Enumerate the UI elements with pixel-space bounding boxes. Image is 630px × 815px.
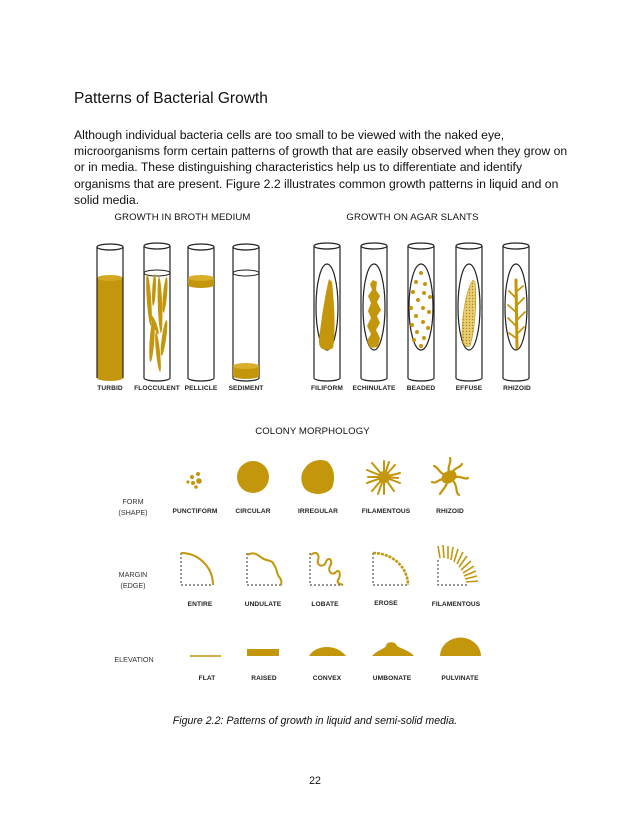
row-label-form	[110, 496, 156, 518]
page-number: 22	[309, 775, 321, 787]
broth-section-title: GROWTH IN BROTH MEDIUM	[114, 212, 251, 223]
irregular-icon	[301, 460, 334, 494]
row-label-elevation-line1: ELEVATION	[114, 655, 154, 664]
elevation-label-flat: FLAT	[198, 675, 216, 682]
margin-label-entire: ENTIRE	[187, 601, 213, 608]
elevation-label-pulvinate: PULVINATE	[441, 675, 479, 682]
circular-icon	[237, 461, 269, 493]
form-label-rhizoid: RHIZOID	[436, 508, 464, 515]
margin-label-undulate: UNDULATE	[244, 601, 282, 608]
form-label-circular: CIRCULAR	[235, 508, 271, 515]
row-label-margin-line1: MARGIN	[118, 570, 148, 579]
filamentous-margin-icon	[438, 545, 478, 585]
margin-label-erose: EROSE	[374, 600, 398, 607]
row-label-elevation	[108, 654, 160, 665]
undulate-margin-icon	[247, 553, 282, 585]
row-label-margin-line2: (EDGE)	[120, 581, 146, 590]
lobate-margin-icon	[310, 553, 343, 585]
umbonate-elevation-icon	[372, 642, 414, 656]
filamentous-form-icon	[367, 461, 400, 494]
slant-label-beaded: BEADED	[406, 385, 436, 392]
row-label-form-line2: (SHAPE)	[118, 508, 148, 517]
erose-margin-icon	[373, 553, 408, 585]
elevation-label-raised: RAISED	[251, 675, 277, 682]
slant-label-filiform: FILIFORM	[311, 385, 343, 392]
margin-label-filamentous: FILAMENTOUS	[431, 601, 481, 608]
broth-label-flocculent: FLOCCULENT	[134, 385, 180, 392]
entire-margin-icon	[181, 553, 213, 585]
slant-label-echinulate: ECHINULATE	[352, 385, 396, 392]
convex-elevation-icon	[309, 647, 346, 656]
broth-label-pellicle: PELLICLE	[184, 385, 218, 392]
form-label-punctiform: PUNCTIFORM	[172, 508, 218, 515]
row-label-form-line1: FORM	[122, 497, 144, 506]
figure-caption: Figure 2.2: Patterns of growth in liquid and semi-solid media.	[172, 715, 458, 727]
colony-section-title: COLONY MORPHOLOGY	[255, 426, 370, 437]
broth-label-turbid: TURBID	[97, 385, 123, 392]
margin-label-lobate: LOBATE	[311, 601, 339, 608]
row-label-margin	[110, 569, 156, 591]
form-label-irregular: IRREGULAR	[297, 508, 339, 515]
elevation-label-convex: CONVEX	[312, 675, 342, 682]
form-label-filamentous: FILAMENTOUS	[361, 508, 411, 515]
slant-section-title: GROWTH ON AGAR SLANTS	[346, 212, 479, 223]
punctiform-icon	[186, 472, 201, 489]
broth-label-sediment: SEDIMENT	[228, 385, 264, 392]
rhizoid-form-icon	[432, 458, 468, 495]
pulvinate-elevation-icon	[440, 638, 481, 656]
elevation-label-umbonate: UMBONATE	[372, 675, 412, 682]
raised-elevation-icon	[247, 649, 279, 656]
slant-label-effuse: EFFUSE	[455, 385, 483, 392]
page-heading: Patterns of Bacterial Growth	[74, 90, 268, 107]
slant-label-rhizoid: RHIZOID	[503, 385, 531, 392]
intro-paragraph: Although individual bacteria cells are too small to be viewed with the naked eye, microorganisms form certain patterns of growth that are easily observed when they grow on or in media. These distinguishing characteristics help us to differentiate and identify organisms that are present. Figure 2.2 illustrates common growth patterns in liquid and on solid media.	[74, 128, 568, 207]
